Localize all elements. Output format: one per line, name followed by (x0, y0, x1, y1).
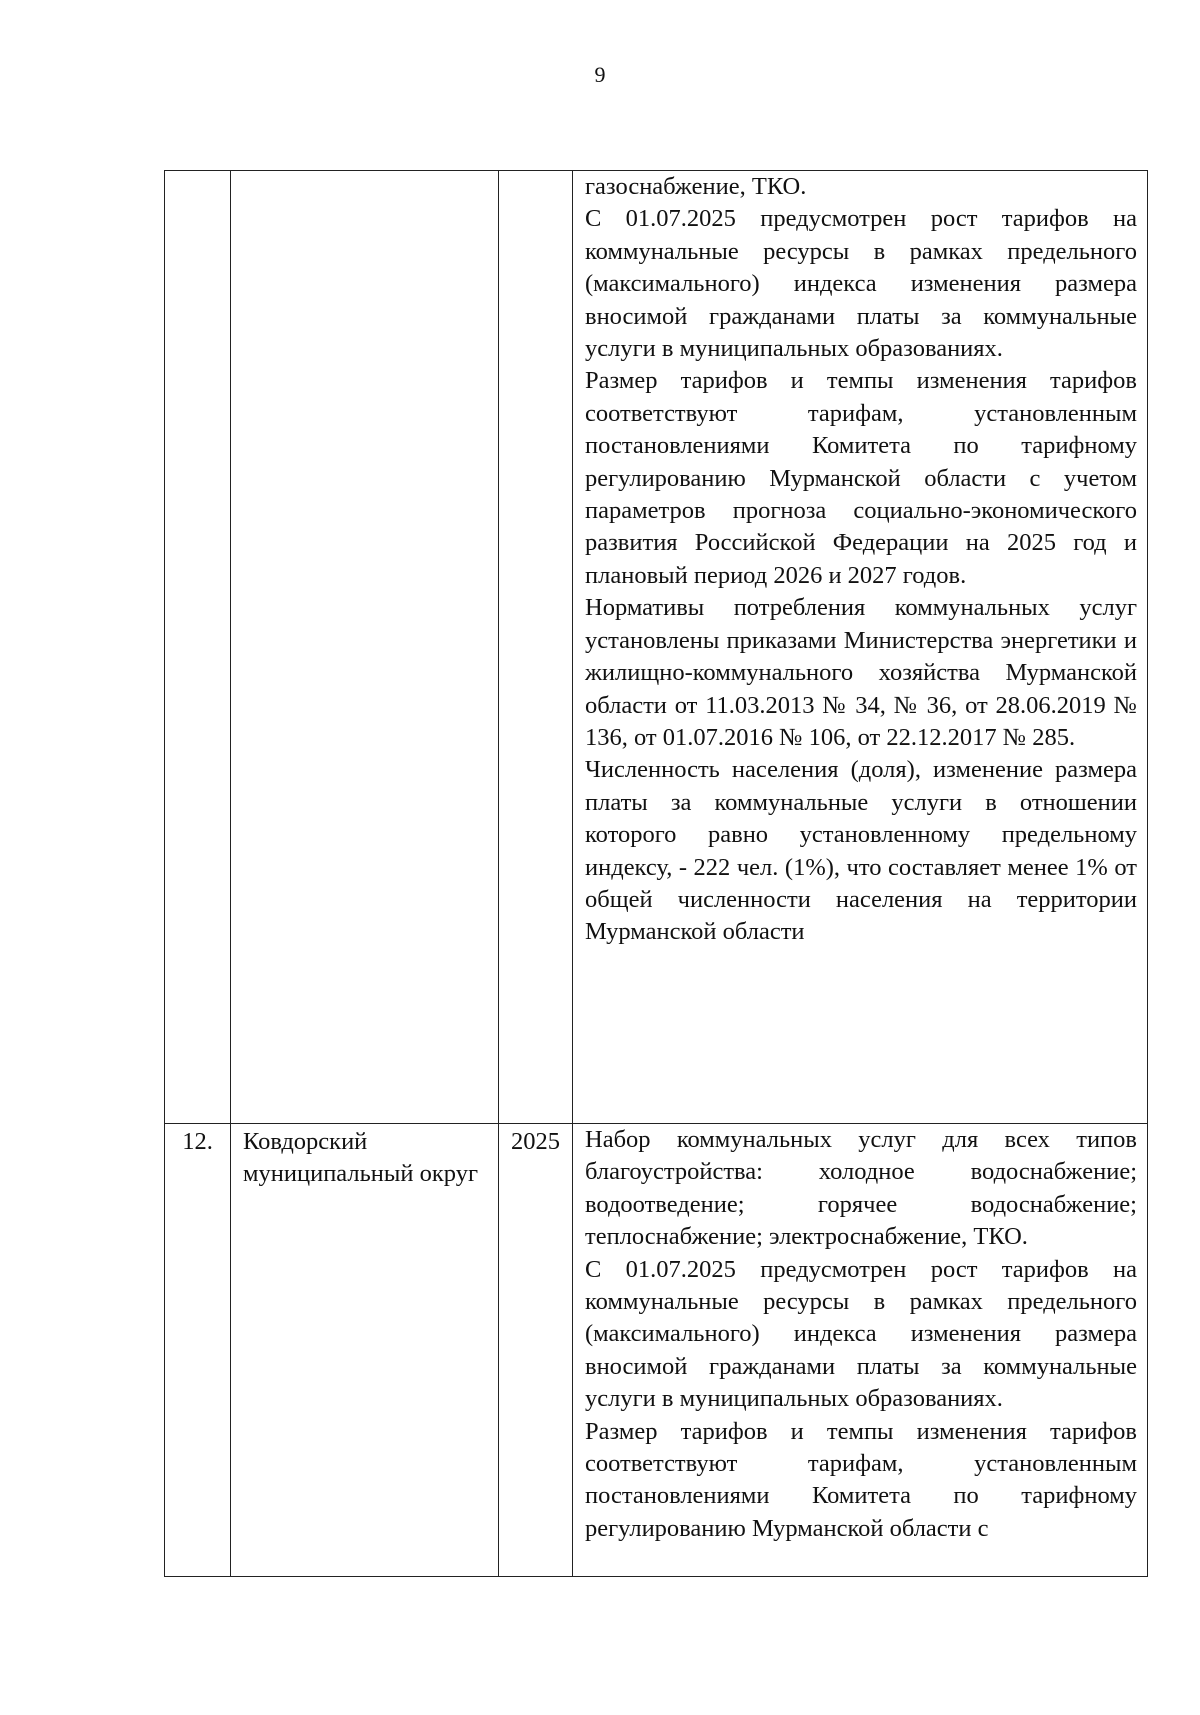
description-paragraph: Набор коммунальных услуг для всех типов благоустройства: холодное водоснабжение; водоотведение; горячее водоснабжение; теплоснабжение; электроснабжение, ТКО. (585, 1126, 1137, 1251)
row-number-cell (165, 171, 231, 1124)
page-number: 9 (594, 62, 606, 87)
row-number-cell: 12. (165, 1124, 231, 1577)
description-cell (573, 171, 1148, 1124)
description-paragraph: С 01.07.2025 предусмотрен рост тарифов на коммунальные ресурсы в рамках предельного (максимального) индекса изменения размера вносимой гражданами платы за коммунальные услуги в муниципальных образованиях. (585, 205, 1137, 363)
description-paragraph: Размер тарифов и темпы изменения тарифов соответствуют тарифам, установленным постановлениями Комитета по тарифному регулированию Мурманской области с (585, 1417, 1137, 1542)
description-paragraph: С 01.07.2025 предусмотрен рост тарифов на коммунальные ресурсы в рамках предельного (максимального) индекса изменения размера вносимой гражданами платы за коммунальные услуги в муниципальных образованиях. (585, 1255, 1137, 1413)
description-cell (573, 1124, 1148, 1577)
municipality-name-cell (231, 171, 499, 1124)
year-cell: 2025 (499, 1124, 573, 1577)
description-paragraph: газоснабжение, ТКО. (585, 173, 807, 200)
table-row (165, 1124, 1148, 1577)
description-paragraph: Размер тарифов и темпы изменения тарифов соответствуют тарифам, установленным постановлениями Комитета по тарифному регулированию Мурманской области с учетом параметров прогноза социально-экономического развития Российской Федерации на 2025 год и плановый период 2026 и 2027 годов. (585, 367, 1137, 589)
description-paragraph: Нормативы потребления коммунальных услуг установлены приказами Министерства энергетики и жилищно-коммунального хозяйства Мурманской области от 11.03.2013 № 34, № 36, от 28.06.2019 № 136, от 01.07.2016 № 106, от 22.12.2017 № 285. (585, 594, 1137, 751)
description-paragraph: Численность населения (доля), изменение размера платы за коммунальные услуги в отношении которого равно установленному предельному индексу, - 222 чел. (1%), что составляет менее 1% от общей численности населения на территории Мурманской области (585, 756, 1137, 946)
year-cell (499, 171, 573, 1124)
tariff-table (164, 170, 1148, 1577)
table-row (165, 171, 1148, 1124)
municipality-name-cell: Ковдорский муниципальный округ (231, 1124, 499, 1577)
